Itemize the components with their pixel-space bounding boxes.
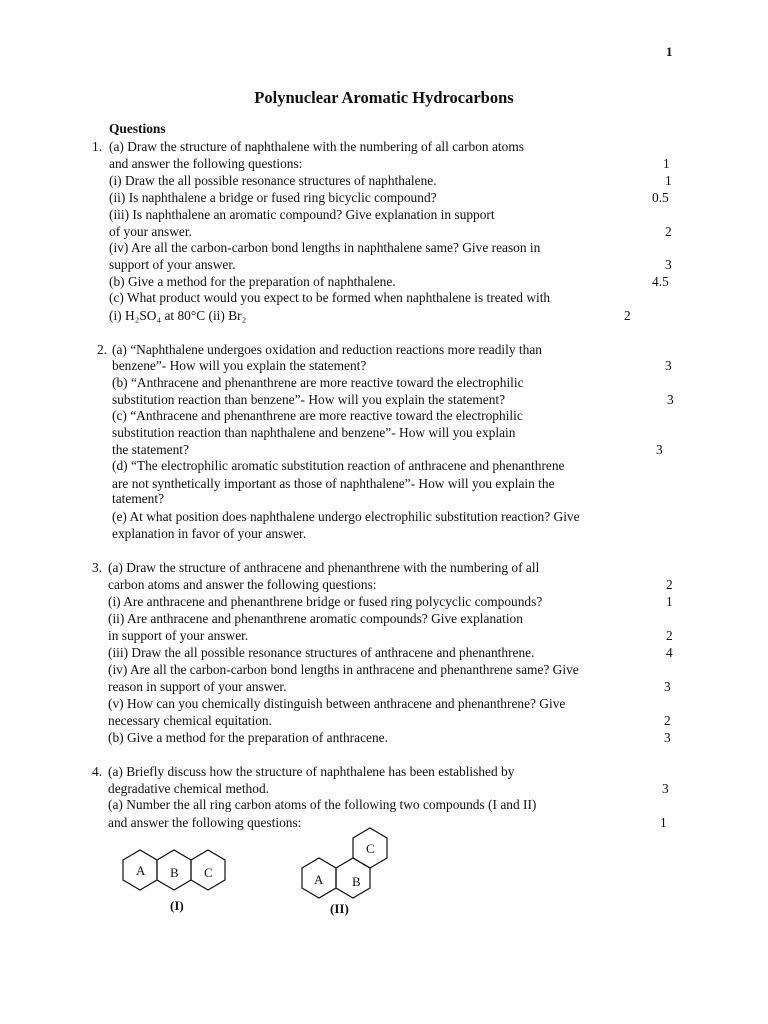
question-line: (b) “Anthracene and phenanthrene are more reactive toward the electrophilic — [112, 375, 524, 390]
ring-label-b: B — [170, 865, 179, 880]
question-line: substitution reaction than benzene”- How will you explain the statement? — [112, 392, 506, 407]
question-line: benzene”- How will you explain the statement? — [112, 358, 367, 373]
marks-value: 3 — [665, 358, 672, 373]
question-line: (ii) Are anthracene and phenanthrene aromatic compounds? Give explanation — [108, 611, 523, 626]
question-line: tatement? — [112, 491, 165, 506]
page-number: 1 — [666, 44, 673, 59]
question-line: (a) Briefly discuss how the structure of naphthalene has been established by — [108, 764, 515, 779]
question-line: (iv) Are all the carbon-carbon bond lengths in naphthalene same? Give reason in — [109, 240, 541, 255]
document-title: Polynuclear Aromatic Hydrocarbons — [254, 88, 514, 107]
question-number: 3. — [92, 560, 103, 575]
marks-value: 1 — [665, 173, 672, 188]
question-line: (e) At what position does naphthalene undergo electrophilic substitution reaction? Give — [112, 509, 580, 524]
question-line: (c) What product would you expect to be formed when naphthalene is treated with — [109, 290, 551, 305]
question-line: (c) “Anthracene and phenanthrene are more reactive toward the electrophilic — [112, 408, 523, 423]
marks-value: 2 — [666, 577, 673, 592]
question-line: support of your answer. — [109, 257, 236, 272]
compound-caption: (II) — [330, 901, 349, 916]
ring-label-a: A — [136, 863, 146, 878]
question-line: (v) How can you chemically distinguish between anthracene and phenanthrene? Give — [108, 696, 566, 711]
question-line: (a) Draw the structure of naphthalene with the numbering of all carbon atoms — [109, 139, 524, 154]
question-line: and answer the following questions: — [109, 156, 303, 171]
question-line: (i) H₂SO₄ at 80°C (ii) Br₂ — [109, 308, 247, 323]
question-line: carbon atoms and answer the following questions: — [108, 577, 377, 592]
compound-ii-phenanthrene — [302, 828, 387, 898]
question-line: (i) Are anthracene and phenanthrene bridge or fused ring polycyclic compounds? — [108, 594, 543, 609]
question-line: (iv) Are all the carbon-carbon bond lengths in anthracene and phenanthrene same? Give — [108, 662, 579, 677]
question-number: 1. — [92, 139, 103, 154]
question-line: degradative chemical method. — [108, 781, 269, 796]
marks-value: 3 — [664, 679, 671, 694]
marks-value: 3 — [667, 392, 674, 407]
marks-value: 3 — [665, 257, 672, 272]
question-number: 2. — [97, 342, 108, 357]
marks-value: 3 — [662, 781, 669, 796]
marks-value: 1 — [660, 815, 667, 830]
marks-value: 0.5 — [652, 190, 669, 205]
question-line: explanation in favor of your answer. — [112, 526, 307, 541]
question-line: substitution reaction than naphthalene and benzene”- How will you explain — [112, 425, 516, 440]
ring-label-c: C — [366, 841, 375, 856]
question-line: (iii) Is naphthalene an aromatic compound? Give explanation in support — [109, 207, 495, 222]
marks-value: 1 — [666, 594, 673, 609]
marks-value: 4 — [666, 645, 673, 660]
question-line: (iii) Draw the all possible resonance structures of anthracene and phenanthrene. — [108, 645, 535, 660]
compound-caption: (I) — [170, 898, 184, 913]
question-number: 4. — [92, 764, 103, 779]
question-line: are not synthetically important as those of naphthalene”- How will you explain the — [112, 476, 555, 491]
ring-label-b: B — [352, 874, 361, 889]
question-line: (a) Number the all ring carbon atoms of the following two compounds (I and II) — [108, 797, 537, 812]
marks-value: 2 — [666, 628, 673, 643]
marks-value: 2 — [624, 308, 631, 323]
question-line: (d) “The electrophilic aromatic substitution reaction of anthracene and phenanthrene — [112, 458, 565, 473]
question-line: in support of your answer. — [108, 628, 249, 643]
question-line: and answer the following questions: — [108, 815, 302, 830]
question-line: of your answer. — [109, 224, 192, 239]
marks-value: 3 — [656, 442, 663, 457]
ring-label-a: A — [314, 872, 324, 887]
ring-label-c: C — [204, 865, 213, 880]
question-line: (b) Give a method for the preparation of anthracene. — [108, 730, 388, 745]
question-line: the statement? — [112, 442, 189, 457]
question-line: (b) Give a method for the preparation of naphthalene. — [109, 274, 396, 289]
question-line: (ii) Is naphthalene a bridge or fused ring bicyclic compound? — [109, 190, 437, 205]
question-line: necessary chemical equitation. — [108, 713, 272, 728]
marks-value: 1 — [663, 156, 670, 171]
marks-value: 4.5 — [652, 274, 669, 289]
marks-value: 2 — [664, 713, 671, 728]
question-line: reason in support of your answer. — [108, 679, 287, 694]
marks-value: 3 — [664, 730, 671, 745]
questions-heading: Questions — [109, 121, 166, 136]
question-line: (a) “Naphthalene undergoes oxidation and reduction reactions more readily than — [112, 342, 542, 357]
question-line: (a) Draw the structure of anthracene and phenanthrene with the numbering of all — [108, 560, 540, 575]
question-line: (i) Draw the all possible resonance structures of naphthalene. — [109, 173, 437, 188]
marks-value: 2 — [665, 224, 672, 239]
